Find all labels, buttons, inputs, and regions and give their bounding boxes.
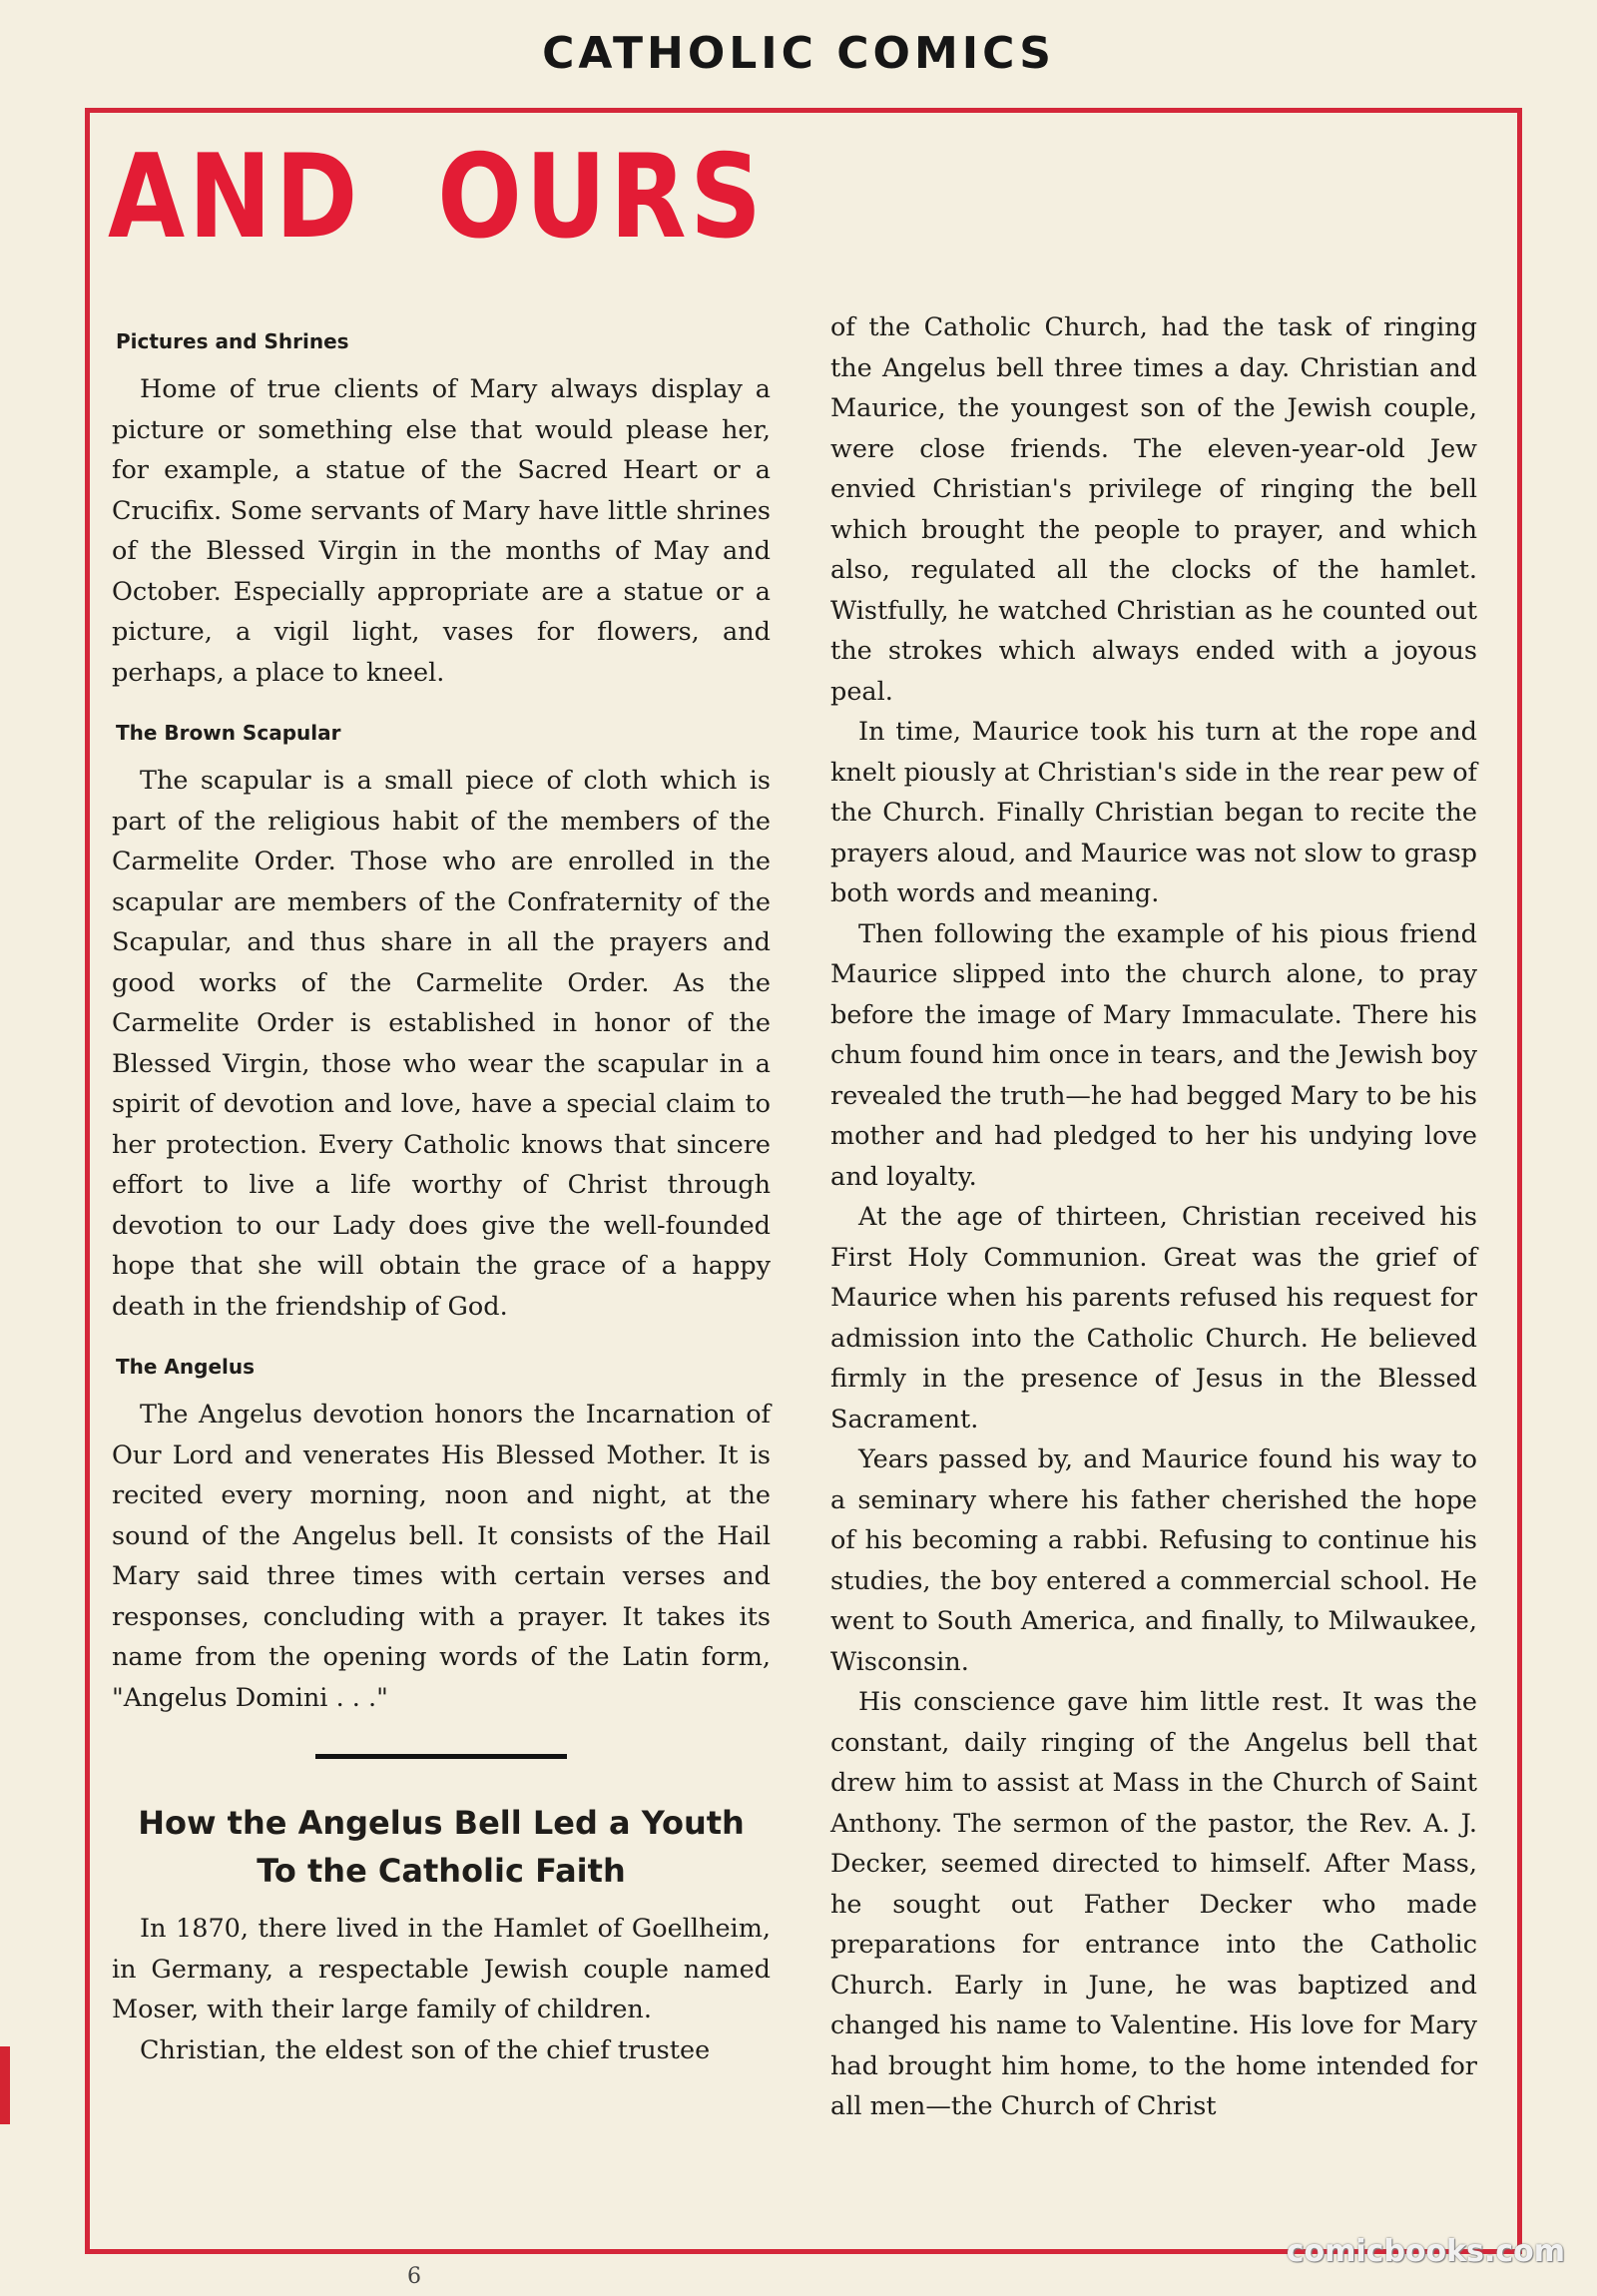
paragraph: In 1870, there lived in the Hamlet of Goellheim, in Germany, a respectable Jewish couple named Moser, with their large family of children.: [112, 1914, 771, 2024]
section-heading-scapular: The Brown Scapular: [116, 721, 341, 745]
paragraph: His conscience gave him little rest. It was the constant, daily ringing of the Angelus bell that drew him to assist at Mass in the Church of Saint Anthony. The sermon of the pastor, the Rev. A. J. Decker, seemed directed to himself. After Mass, he sought out Father Decker who made preparations for entrance into the Catholic Church. Early in June, he was baptized and changed his name to Valentine. His love for Mary had brought him home, to the home intended for all men—the Church of Christ: [830, 1687, 1477, 2121]
paragraph: The scapular is a small piece of cloth which is part of the religious habit of the members of the Carmelite Order. Those who are enrolled in the scapular are members of the Confraternity of the Scapular, and thus share in all the prayers and good works of the Carmelite Order. As the Carmelite Order is established in honor of the Blessed Virgin, those who wear the scapular in a spirit of devotion and love, have a special claim to her protection. Every Catholic knows that sincere effort to live a life worthy of Christ through devotion to our Lady does give the well-founded hope that she will obtain the grace of a happy death in the friendship of God.: [112, 766, 771, 1322]
paragraph: At the age of thirteen, Christian received his First Holy Communion. Great was the grief of Maurice when his parents refused his request for admission into the Catholic Church. He believed firmly in the presence of Jesus in the Blessed Sacrament.: [830, 1202, 1477, 1435]
paragraph: Home of true clients of Mary always display a picture or something else that would please her, for example, a statue of the Sacred Heart or a Crucifix. Some servants of Mary have little shrines of the Blessed Virgin in the months of May and October. Especially appropriate are a statue or a picture, a vigil light, vases for flowers, and perhaps, a place to kneel.: [112, 374, 771, 688]
story-title-line-2: To the Catholic Faith: [257, 1852, 626, 1890]
watermark: comicbooks.com: [1286, 2234, 1565, 2269]
divider-rule: [315, 1754, 567, 1759]
paragraph: In time, Maurice took his turn at the rope and knelt piously at Christian's side in the rear pew of the Church. Finally Christian began to recite the prayers aloud, and Maurice was not slow to grasp both words and meaning.: [830, 717, 1477, 908]
paragraph: Years passed by, and Maurice found his way to a seminary where his father cherished the hope of his becoming a rabbi. Refusing to continue his studies, the boy entered a commercial school. He went to South America, and finally, to Milwaukee, Wisconsin.: [830, 1444, 1477, 1677]
right-column: [830, 307, 1477, 2127]
paragraph: of the Catholic Church, had the task of ringing the Angelus bell three times a day. Christian and Maurice, the youngest son of the Jewish couple, were close friends. The eleven-year-old Jew envied Christian's privilege of ringing the bell which brought the people to prayer, and which also, regulated all the clocks of the hamlet. Wistfully, he watched Christian as he counted out the strokes which always ended with a joyous peal.: [830, 312, 1477, 707]
masthead: CATHOLIC COMICS: [542, 28, 1055, 79]
page-edge-mark: [0, 2046, 10, 2124]
section-heading-shrines: Pictures and Shrines: [116, 329, 349, 353]
story-title-line-1: How the Angelus Bell Led a Youth: [138, 1804, 745, 1842]
page-title: AND OURS: [108, 130, 766, 265]
paragraph: Christian, the eldest son of the chief trustee: [140, 2034, 711, 2065]
page-number: 6: [407, 2264, 421, 2289]
paragraph: Then following the example of his pious friend Maurice slipped into the church alone, to pray before the image of Mary Immaculate. There his chum found him once in tears, and the Jewish boy revealed the truth—he had begged Mary to be his mother and had pledged to her his undying love and loyalty.: [830, 918, 1477, 1192]
paragraph: The Angelus devotion honors the Incarnation of Our Lord and venerates His Blessed Mother. It is recited every morning, noon and night, at the sound of the Angelus bell. It consists of the Hail Mary said three times with certain verses and responses, concluding with a prayer. It takes its name from the opening words of the Latin form, "Angelus Domini . . .": [112, 1400, 771, 1713]
left-column: [112, 329, 771, 2070]
story-title: [112, 1799, 771, 1895]
section-heading-angelus: The Angelus: [116, 1355, 256, 1379]
